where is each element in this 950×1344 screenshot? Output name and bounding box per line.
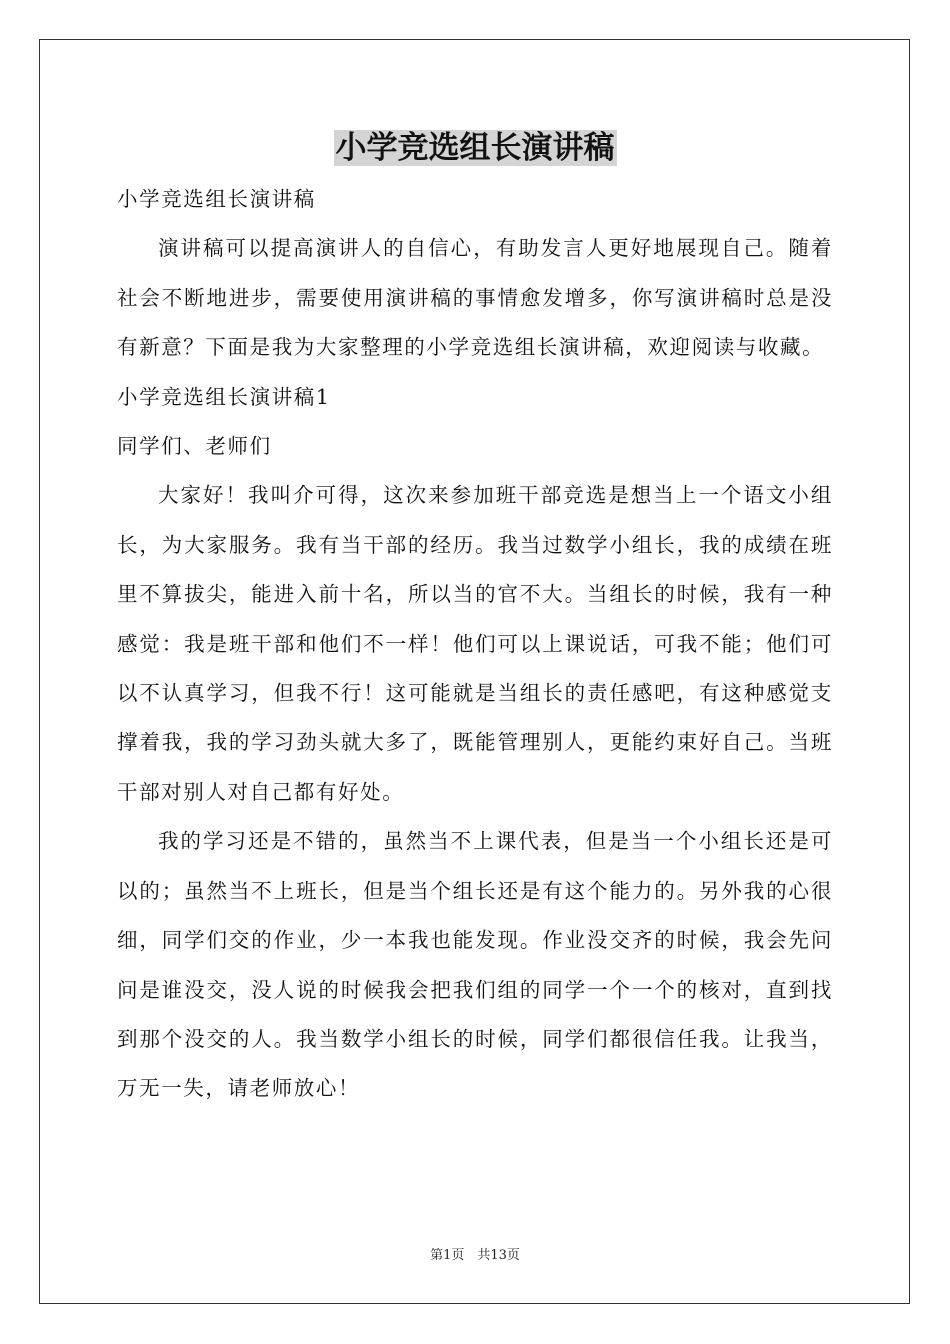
page-footer xyxy=(0,1247,950,1265)
paragraph-subtitle: 小学竞选组长演讲稿 xyxy=(117,187,316,211)
paragraph-body-2: 我的学习还是不错的，虽然当不上课代表，但是当一个小组长还是可以的；虽然当不上班长，但是当个组长还是有这个能力的。另外我的心很细，同学们交的作业，少一本我也能发现。作业没交齐的时候，我会先问问是谁没交，没人说的时候我会把我们组的同学一个一个的核对，直到找到那个没交的人。我当数学小组长的时候，同学们都很信任我。让我当，万无一失，请老师放心！ xyxy=(117,829,833,1101)
paragraph-body-1: 大家好！我叫介可得，这次来参加班干部竞选是想当上一个语文小组长，为大家服务。我有当干部的经历。我当过数学小组长，我的成绩在班里不算拔尖，能进入前十名，所以当的官不大。当组长的时候，我有一种感觉：我是班干部和他们不一样！他们可以上课说话，可我不能；他们可以不认真学习，但我不行！这可能就是当组长的责任感吧，有这种感觉支撑着我，我的学习劲头就大多了，既能管理别人，更能约束好自己。当班干部对别人对自己都有好处。 xyxy=(117,483,833,804)
paragraph-section-heading: 小学竞选组长演讲稿1 xyxy=(117,384,331,409)
document-title xyxy=(0,128,950,168)
document-title-text: 小学竞选组长演讲稿 xyxy=(335,130,615,166)
paragraph-salutation: 同学们、老师们 xyxy=(117,434,272,459)
page-number-label: 第1页 共13页 xyxy=(430,1248,520,1263)
paragraph-intro: 演讲稿可以提高演讲人的自信心，有助发言人更好地展现自己。随着社会不断地进步，需要使用演讲稿的事情愈发增多，你写演讲稿时总是没有新意？下面是我为大家整理的小学竞选组长演讲稿，欢迎阅读与收藏。 xyxy=(117,236,833,360)
document-body xyxy=(117,175,833,1114)
